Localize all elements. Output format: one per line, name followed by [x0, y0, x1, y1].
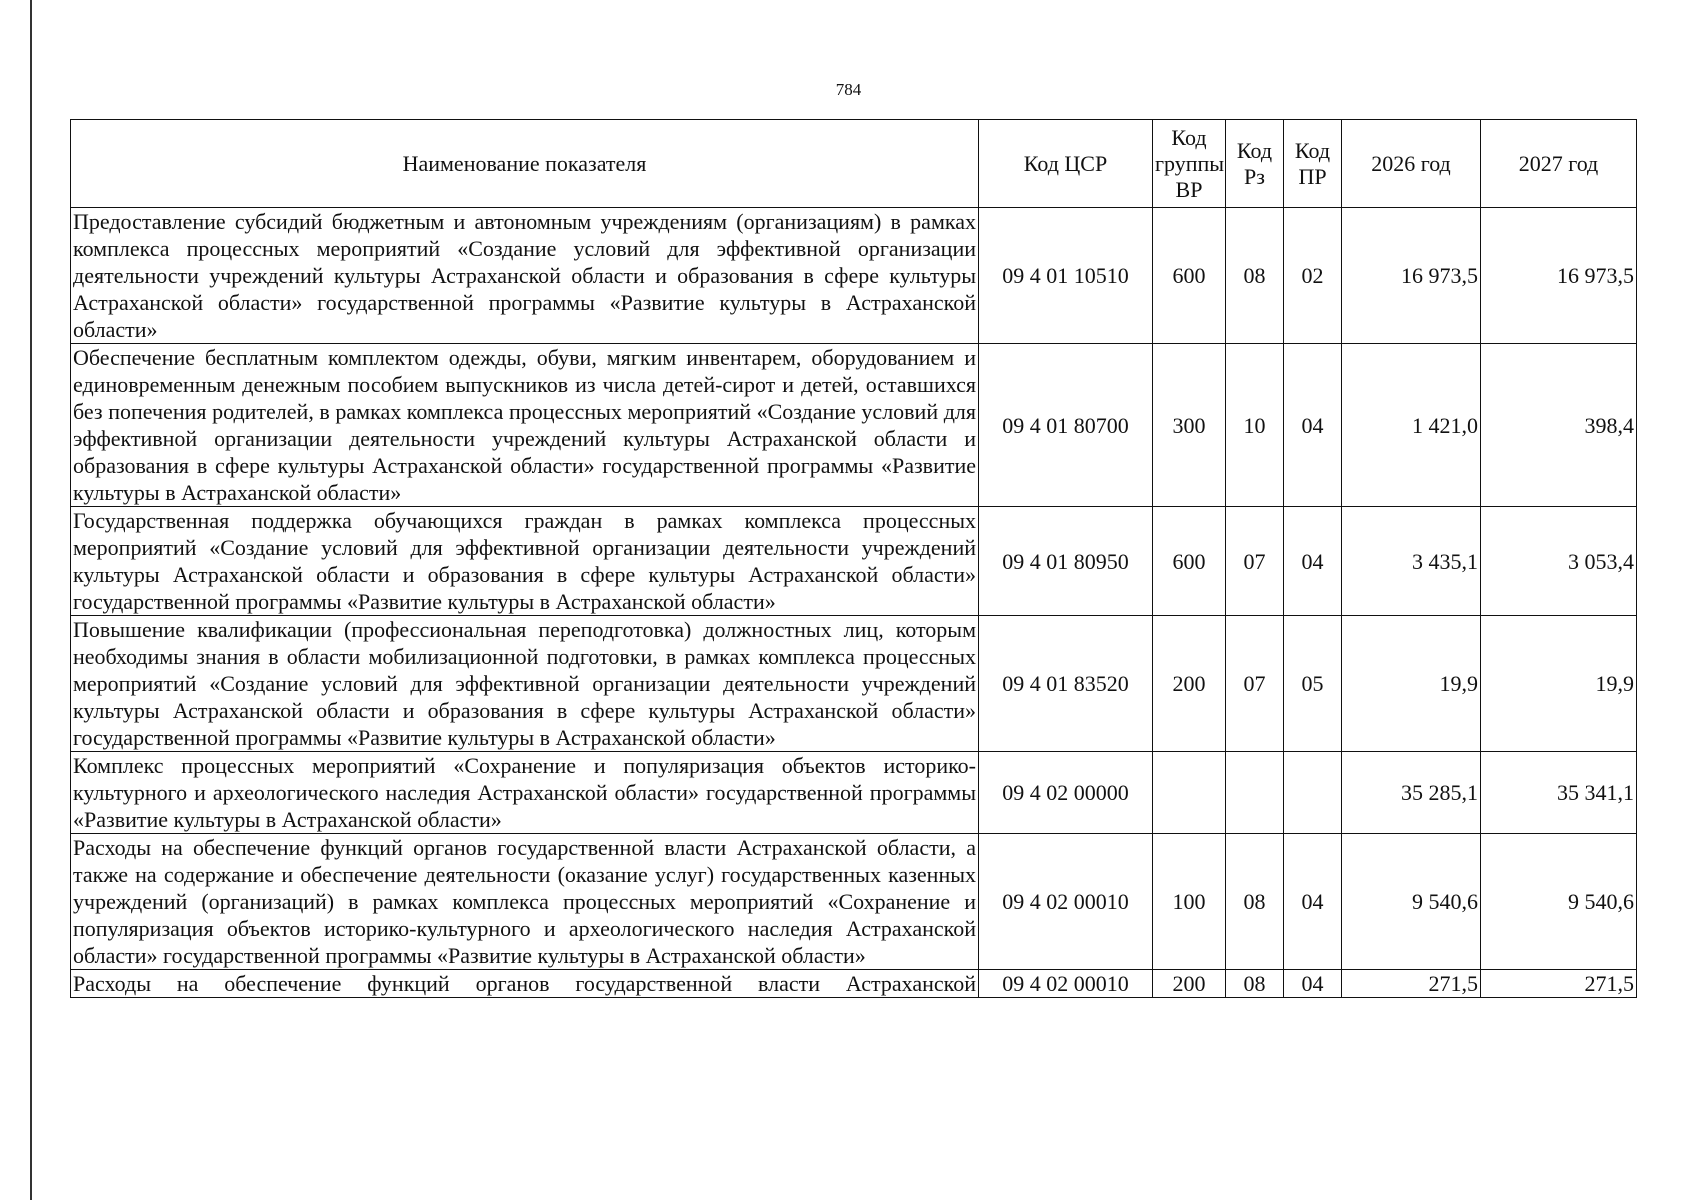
header-name: Наименование показателя	[71, 120, 979, 208]
cell-vr: 100	[1153, 834, 1226, 970]
cell-name: Обеспечение бесплатным комплектом одежды, обуви, мягким инвентарем, оборудованием и единовременным денежным пособием выпускников из числа детей-сирот и детей, оставшихся без попечения родителей, в рамках комплекса процессных мероприятий «Создание условий для эффективной организации деятельности учреждений культуры Астраханской области и образования в сфере культуры Астраханской области» государственной программы «Развитие культуры в Астраханской области»	[71, 344, 979, 507]
table-row	[71, 752, 1637, 834]
cell-2026: 271,5	[1342, 970, 1481, 998]
cell-vr: 200	[1153, 616, 1226, 752]
scan-edge-line	[30, 0, 32, 1200]
cell-pr: 05	[1284, 616, 1342, 752]
cell-csr: 09 4 01 10510	[979, 208, 1153, 344]
cell-name: Расходы на обеспечение функций органов государственной власти Астраханской области, а также на содержание и обеспечение деятельности (оказание услуг) государственных казенных учреждений (организаций) в рамках комплекса процессных мероприятий «Сохранение и популяризация объектов историко-культурного и археологического наследия Астраханской области» государственной программы «Развитие культуры в Астраханской области»	[71, 834, 979, 970]
cell-name: Предоставление субсидий бюджетным и автономным учреждениям (организациям) в рамках комплекса процессных мероприятий «Создание условий для эффективной организации деятельности учреждений культуры Астраханской области и образования в сфере культуры Астраханской области» государственной программы «Развитие культуры в Астраханской области»	[71, 208, 979, 344]
cell-2026: 19,9	[1342, 616, 1481, 752]
cell-name: Комплекс процессных мероприятий «Сохранение и популяризация объектов историко-культурного и археологического наследия Астраханской области» государственной программы «Развитие культуры в Астраханской области»	[71, 752, 979, 834]
cell-vr: 600	[1153, 208, 1226, 344]
cell-2027: 271,5	[1481, 970, 1637, 998]
cell-pr: 04	[1284, 507, 1342, 616]
cell-csr: 09 4 02 00010	[979, 970, 1153, 998]
cell-rz: 07	[1226, 507, 1284, 616]
cell-vr: 200	[1153, 970, 1226, 998]
cell-rz	[1226, 752, 1284, 834]
table-row	[71, 834, 1637, 970]
table-row	[71, 616, 1637, 752]
cell-pr: 04	[1284, 344, 1342, 507]
cell-pr	[1284, 752, 1342, 834]
cell-2026: 16 973,5	[1342, 208, 1481, 344]
table-row	[71, 970, 1637, 998]
header-2026: 2026 год	[1342, 120, 1481, 208]
cell-csr: 09 4 01 80950	[979, 507, 1153, 616]
cell-name: Расходы на обеспечение функций органов государственной власти Астраханской	[71, 970, 979, 998]
cell-rz: 10	[1226, 344, 1284, 507]
cell-2026: 3 435,1	[1342, 507, 1481, 616]
table-row	[71, 344, 1637, 507]
cell-csr: 09 4 02 00010	[979, 834, 1153, 970]
cell-csr: 09 4 02 00000	[979, 752, 1153, 834]
cell-2026: 1 421,0	[1342, 344, 1481, 507]
cell-name: Повышение квалификации (профессиональная переподготовка) должностных лиц, которым необходимы знания в области мобилизационной подготовки, в рамках комплекса процессных мероприятий «Создание условий для эффективной организации деятельности учреждений культуры Астраханской области и образования в сфере культуры Астраханской области» государственной программы «Развитие культуры в Астраханской области»	[71, 616, 979, 752]
cell-vr: 600	[1153, 507, 1226, 616]
cell-csr: 09 4 01 83520	[979, 616, 1153, 752]
cell-vr: 300	[1153, 344, 1226, 507]
cell-2026: 9 540,6	[1342, 834, 1481, 970]
table-row	[71, 208, 1637, 344]
cell-name: Государственная поддержка обучающихся граждан в рамках комплекса процессных мероприятий «Создание условий для эффективной организации деятельности учреждений культуры Астраханской области и образования в сфере культуры Астраханской области» государственной программы «Развитие культуры в Астраханской области»	[71, 507, 979, 616]
budget-table	[70, 119, 1637, 998]
cell-pr: 04	[1284, 970, 1342, 998]
cell-pr: 02	[1284, 208, 1342, 344]
table-header-row	[71, 120, 1637, 208]
cell-2027: 35 341,1	[1481, 752, 1637, 834]
cell-2027: 3 053,4	[1481, 507, 1637, 616]
cell-2027: 398,4	[1481, 344, 1637, 507]
header-pr: Код ПР	[1284, 120, 1342, 208]
cell-pr: 04	[1284, 834, 1342, 970]
cell-2026: 35 285,1	[1342, 752, 1481, 834]
cell-rz: 08	[1226, 834, 1284, 970]
cell-rz: 08	[1226, 970, 1284, 998]
cell-rz: 08	[1226, 208, 1284, 344]
header-vr: Код группы ВР	[1153, 120, 1226, 208]
page-number: 784	[835, 80, 862, 99]
cell-2027: 9 540,6	[1481, 834, 1637, 970]
table-row	[71, 507, 1637, 616]
header-rz: Код Рз	[1226, 120, 1284, 208]
cell-csr: 09 4 01 80700	[979, 344, 1153, 507]
cell-2027: 16 973,5	[1481, 208, 1637, 344]
header-csr: Код ЦСР	[979, 120, 1153, 208]
header-2027: 2027 год	[1481, 120, 1637, 208]
cell-2027: 19,9	[1481, 616, 1637, 752]
cell-vr	[1153, 752, 1226, 834]
cell-rz: 07	[1226, 616, 1284, 752]
